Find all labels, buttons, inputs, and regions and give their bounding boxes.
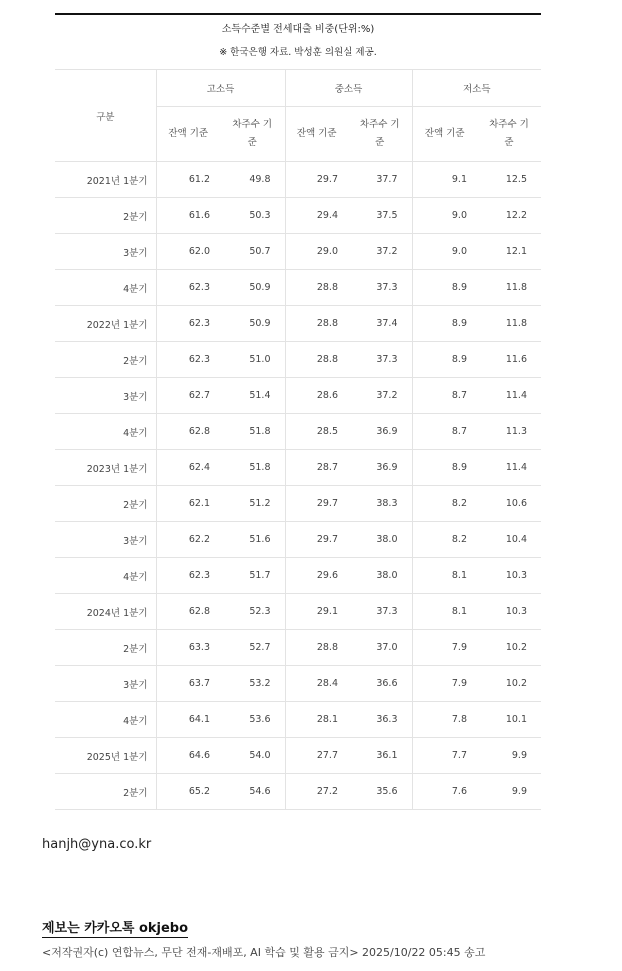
table-row bbox=[55, 594, 541, 630]
value-cell: 52.7 bbox=[220, 630, 285, 666]
value-cell: 36.3 bbox=[348, 702, 412, 738]
table-caption bbox=[55, 22, 541, 61]
value-cell: 62.2 bbox=[156, 522, 220, 558]
value-cell: 8.2 bbox=[412, 486, 477, 522]
value-cell: 62.8 bbox=[156, 594, 220, 630]
value-cell: 54.6 bbox=[220, 774, 285, 810]
value-cell: 54.0 bbox=[220, 738, 285, 774]
row-label: 2025년 1분기 bbox=[55, 738, 156, 774]
value-cell: 29.7 bbox=[285, 522, 348, 558]
table-row bbox=[55, 522, 541, 558]
value-cell: 9.0 bbox=[412, 234, 477, 270]
value-cell: 37.2 bbox=[348, 234, 412, 270]
value-cell: 51.0 bbox=[220, 342, 285, 378]
row-label: 3분기 bbox=[55, 378, 156, 414]
value-cell: 10.6 bbox=[477, 486, 541, 522]
value-cell: 62.3 bbox=[156, 270, 220, 306]
value-cell: 28.7 bbox=[285, 450, 348, 486]
table-body bbox=[55, 162, 541, 810]
corner-header bbox=[55, 70, 156, 162]
table-row bbox=[55, 198, 541, 234]
row-label: 4분기 bbox=[55, 702, 156, 738]
value-cell: 28.8 bbox=[285, 342, 348, 378]
value-cell: 37.2 bbox=[348, 378, 412, 414]
table-row bbox=[55, 738, 541, 774]
value-cell: 8.9 bbox=[412, 306, 477, 342]
group-header-middle: 중소득 bbox=[285, 70, 412, 107]
value-cell: 53.6 bbox=[220, 702, 285, 738]
value-cell: 63.7 bbox=[156, 666, 220, 702]
row-label: 2분기 bbox=[55, 342, 156, 378]
value-cell: 36.6 bbox=[348, 666, 412, 702]
table-title: 소득수준별 전세대출 비중(단위:%) bbox=[221, 24, 375, 35]
value-cell: 8.9 bbox=[412, 342, 477, 378]
value-cell: 7.9 bbox=[412, 666, 477, 702]
row-label: 2023년 1분기 bbox=[55, 450, 156, 486]
value-cell: 10.2 bbox=[477, 630, 541, 666]
value-cell: 37.0 bbox=[348, 630, 412, 666]
value-cell: 61.6 bbox=[156, 198, 220, 234]
value-cell: 8.1 bbox=[412, 594, 477, 630]
value-cell: 8.9 bbox=[412, 270, 477, 306]
value-cell: 11.4 bbox=[477, 450, 541, 486]
value-cell: 27.2 bbox=[285, 774, 348, 810]
table-row bbox=[55, 270, 541, 306]
row-label: 4분기 bbox=[55, 558, 156, 594]
value-cell: 11.8 bbox=[477, 306, 541, 342]
value-cell: 10.2 bbox=[477, 666, 541, 702]
row-label: 4분기 bbox=[55, 270, 156, 306]
value-cell: 27.7 bbox=[285, 738, 348, 774]
table-row bbox=[55, 486, 541, 522]
value-cell: 7.7 bbox=[412, 738, 477, 774]
row-label: 2분기 bbox=[55, 630, 156, 666]
table-row bbox=[55, 162, 541, 198]
value-cell: 28.5 bbox=[285, 414, 348, 450]
value-cell: 29.4 bbox=[285, 198, 348, 234]
row-label: 2021년 1분기 bbox=[55, 162, 156, 198]
table-row bbox=[55, 630, 541, 666]
value-cell: 11.8 bbox=[477, 270, 541, 306]
value-cell: 11.6 bbox=[477, 342, 541, 378]
value-cell: 62.8 bbox=[156, 414, 220, 450]
value-cell: 50.7 bbox=[220, 234, 285, 270]
value-cell: 11.3 bbox=[477, 414, 541, 450]
value-cell: 8.7 bbox=[412, 378, 477, 414]
row-label: 4분기 bbox=[55, 414, 156, 450]
value-cell: 36.9 bbox=[348, 450, 412, 486]
value-cell: 29.7 bbox=[285, 162, 348, 198]
row-label: 2분기 bbox=[55, 486, 156, 522]
table-row bbox=[55, 306, 541, 342]
value-cell: 52.3 bbox=[220, 594, 285, 630]
group-header-low: 저소득 bbox=[412, 70, 541, 107]
value-cell: 51.4 bbox=[220, 378, 285, 414]
table-row bbox=[55, 450, 541, 486]
value-cell: 65.2 bbox=[156, 774, 220, 810]
subheader-cell: 잔액 기준 bbox=[156, 107, 220, 162]
corner-label: 구분 bbox=[96, 111, 115, 123]
top-divider bbox=[55, 13, 541, 15]
row-label: 2024년 1분기 bbox=[55, 594, 156, 630]
value-cell: 9.9 bbox=[477, 774, 541, 810]
value-cell: 36.9 bbox=[348, 414, 412, 450]
value-cell: 64.6 bbox=[156, 738, 220, 774]
value-cell: 9.9 bbox=[477, 738, 541, 774]
value-cell: 62.4 bbox=[156, 450, 220, 486]
table-row bbox=[55, 666, 541, 702]
subheader-cell: 잔액 기준 bbox=[285, 107, 348, 162]
row-label: 3분기 bbox=[55, 234, 156, 270]
value-cell: 62.1 bbox=[156, 486, 220, 522]
table-row bbox=[55, 342, 541, 378]
value-cell: 29.1 bbox=[285, 594, 348, 630]
value-cell: 10.1 bbox=[477, 702, 541, 738]
value-cell: 51.7 bbox=[220, 558, 285, 594]
value-cell: 62.7 bbox=[156, 378, 220, 414]
value-cell: 28.1 bbox=[285, 702, 348, 738]
value-cell: 10.3 bbox=[477, 558, 541, 594]
value-cell: 51.8 bbox=[220, 450, 285, 486]
copyright-notice: <저작권자(c) 연합뉴스, 무단 전재-재배포, AI 학습 및 활용 금지> 2025/10/22 05:45 송고 bbox=[42, 946, 486, 959]
subheader-cell: 차주수 기 준 bbox=[477, 107, 541, 162]
value-cell: 8.9 bbox=[412, 450, 477, 486]
value-cell: 38.0 bbox=[348, 522, 412, 558]
row-label: 2분기 bbox=[55, 198, 156, 234]
table-source-note: ※ 한국은행 자료. 박성훈 의원실 제공. bbox=[219, 47, 377, 58]
value-cell: 37.5 bbox=[348, 198, 412, 234]
value-cell: 38.0 bbox=[348, 558, 412, 594]
value-cell: 28.6 bbox=[285, 378, 348, 414]
value-cell: 28.8 bbox=[285, 270, 348, 306]
value-cell: 29.7 bbox=[285, 486, 348, 522]
lease-loan-share-table bbox=[55, 69, 541, 810]
value-cell: 28.4 bbox=[285, 666, 348, 702]
table-row bbox=[55, 414, 541, 450]
value-cell: 53.2 bbox=[220, 666, 285, 702]
value-cell: 7.8 bbox=[412, 702, 477, 738]
value-cell: 9.1 bbox=[412, 162, 477, 198]
value-cell: 64.1 bbox=[156, 702, 220, 738]
value-cell: 8.1 bbox=[412, 558, 477, 594]
value-cell: 37.4 bbox=[348, 306, 412, 342]
group-header-high: 고소득 bbox=[156, 70, 285, 107]
value-cell: 37.7 bbox=[348, 162, 412, 198]
reporter-email[interactable]: hanjh@yna.co.kr bbox=[42, 837, 152, 852]
value-cell: 10.3 bbox=[477, 594, 541, 630]
value-cell: 10.4 bbox=[477, 522, 541, 558]
value-cell: 50.3 bbox=[220, 198, 285, 234]
value-cell: 12.5 bbox=[477, 162, 541, 198]
value-cell: 36.1 bbox=[348, 738, 412, 774]
value-cell: 7.9 bbox=[412, 630, 477, 666]
value-cell: 51.8 bbox=[220, 414, 285, 450]
value-cell: 12.1 bbox=[477, 234, 541, 270]
value-cell: 37.3 bbox=[348, 342, 412, 378]
value-cell: 7.6 bbox=[412, 774, 477, 810]
table-row bbox=[55, 774, 541, 810]
value-cell: 50.9 bbox=[220, 306, 285, 342]
subheader-cell: 잔액 기준 bbox=[412, 107, 477, 162]
subheader-cell: 차주수 기 준 bbox=[220, 107, 285, 162]
value-cell: 29.6 bbox=[285, 558, 348, 594]
value-cell: 62.3 bbox=[156, 342, 220, 378]
row-label: 2분기 bbox=[55, 774, 156, 810]
value-cell: 62.0 bbox=[156, 234, 220, 270]
table-row bbox=[55, 234, 541, 270]
value-cell: 37.3 bbox=[348, 270, 412, 306]
value-cell: 62.3 bbox=[156, 306, 220, 342]
value-cell: 49.8 bbox=[220, 162, 285, 198]
value-cell: 8.2 bbox=[412, 522, 477, 558]
tip-link[interactable]: 제보는 카카오톡 okjebo bbox=[42, 917, 188, 938]
value-cell: 38.3 bbox=[348, 486, 412, 522]
table-row bbox=[55, 702, 541, 738]
value-cell: 62.3 bbox=[156, 558, 220, 594]
value-cell: 35.6 bbox=[348, 774, 412, 810]
value-cell: 61.2 bbox=[156, 162, 220, 198]
row-label: 2022년 1분기 bbox=[55, 306, 156, 342]
value-cell: 9.0 bbox=[412, 198, 477, 234]
table-row bbox=[55, 558, 541, 594]
subheader-cell: 차주수 기 준 bbox=[348, 107, 412, 162]
row-label: 3분기 bbox=[55, 666, 156, 702]
value-cell: 28.8 bbox=[285, 306, 348, 342]
value-cell: 11.4 bbox=[477, 378, 541, 414]
value-cell: 51.2 bbox=[220, 486, 285, 522]
value-cell: 29.0 bbox=[285, 234, 348, 270]
value-cell: 12.2 bbox=[477, 198, 541, 234]
value-cell: 50.9 bbox=[220, 270, 285, 306]
row-label: 3분기 bbox=[55, 522, 156, 558]
value-cell: 28.8 bbox=[285, 630, 348, 666]
value-cell: 8.7 bbox=[412, 414, 477, 450]
table-row bbox=[55, 378, 541, 414]
value-cell: 51.6 bbox=[220, 522, 285, 558]
value-cell: 37.3 bbox=[348, 594, 412, 630]
value-cell: 63.3 bbox=[156, 630, 220, 666]
